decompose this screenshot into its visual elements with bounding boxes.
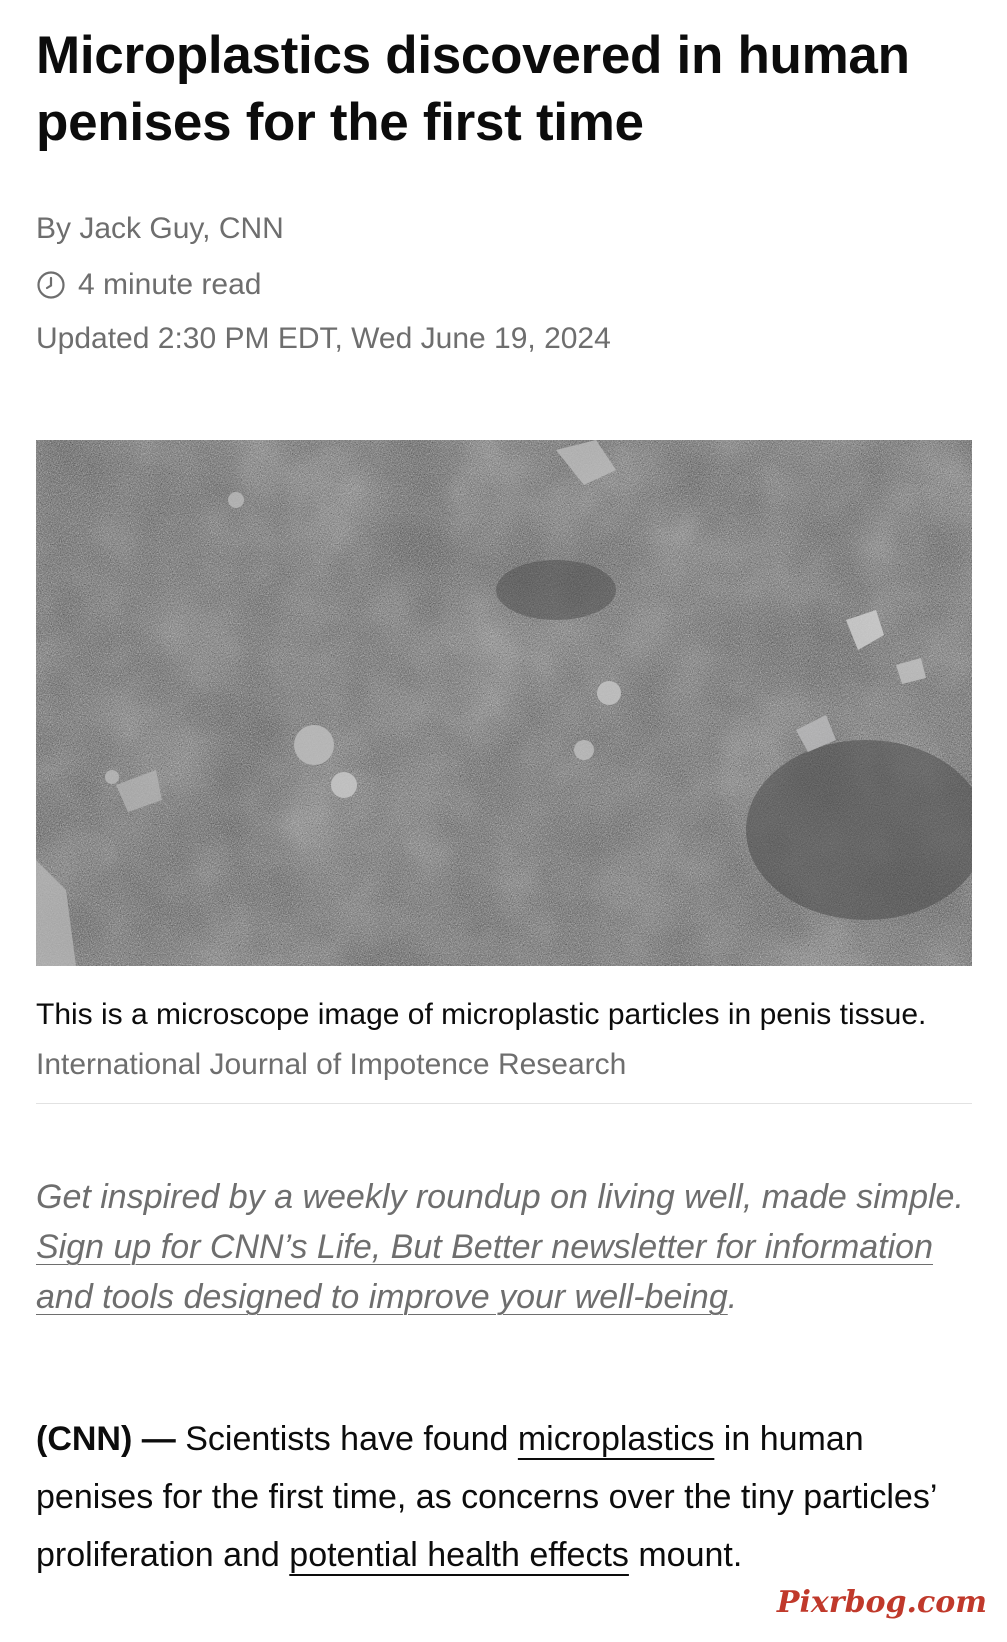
promo-lead: Get inspired by a weekly roundup on living well, made simple. bbox=[36, 1178, 964, 1216]
caption-text: This is a microscope image of microplastic particles in penis tissue. bbox=[36, 998, 927, 1031]
headline: Microplastics discovered in human penises for the first time bbox=[36, 26, 910, 152]
microscope-image[interactable] bbox=[36, 440, 972, 966]
dateline: (CNN) — bbox=[36, 1420, 176, 1458]
clock-icon bbox=[36, 270, 66, 300]
caption-credit: International Journal of Impotence Research bbox=[36, 1048, 627, 1081]
microplastics-link[interactable]: microplastics bbox=[517, 1420, 715, 1458]
health-effects-link[interactable]: potential health effects bbox=[289, 1536, 629, 1574]
image-caption bbox=[36, 990, 972, 1090]
read-time-label: 4 minute read bbox=[78, 268, 262, 301]
byline: By Jack Guy, CNN bbox=[36, 212, 284, 245]
body-text-3: mount. bbox=[628, 1536, 743, 1574]
newsletter-signup-link[interactable]: Sign up for CNN’s Life, But Better newsletter for information and tools designed to improve your well-being bbox=[36, 1228, 933, 1316]
read-time bbox=[36, 268, 261, 302]
article-body bbox=[36, 1410, 972, 1584]
body-text-2: in human penises for the first time, as concerns over the tiny particles’ proliferation and bbox=[36, 1420, 937, 1574]
updated-timestamp: Updated 2:30 PM EDT, Wed June 19, 2024 bbox=[36, 322, 611, 355]
watermark: Pixrbog.com bbox=[776, 1585, 987, 1620]
body-text-1: Scientists have found bbox=[175, 1420, 518, 1458]
divider bbox=[36, 1103, 972, 1104]
newsletter-promo bbox=[36, 1172, 972, 1322]
promo-end: . bbox=[727, 1278, 738, 1316]
microscope-texture bbox=[36, 440, 972, 966]
